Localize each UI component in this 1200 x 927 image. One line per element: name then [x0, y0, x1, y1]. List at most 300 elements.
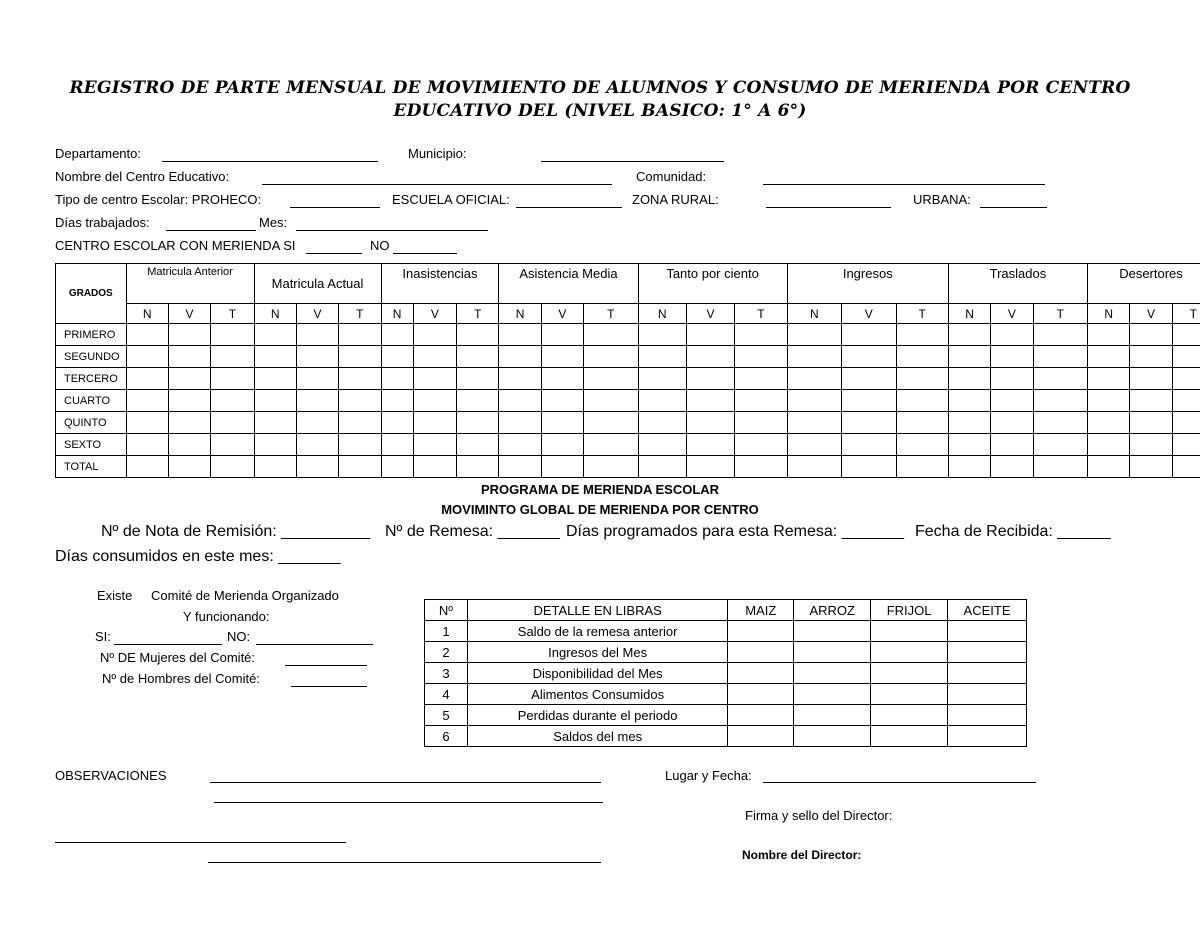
grade-cell[interactable]	[896, 456, 948, 478]
subheader-t: T	[735, 304, 787, 324]
subheader-v: V	[991, 304, 1033, 324]
grade-cell[interactable]	[211, 346, 254, 368]
grade-cell[interactable]	[541, 346, 583, 368]
grade-cell[interactable]	[787, 390, 841, 412]
food-row	[425, 684, 1027, 705]
group-matricula-anterior: Matricula Anterior	[126, 264, 254, 304]
proheco-field[interactable]	[290, 207, 380, 208]
grade-cell[interactable]	[735, 434, 787, 456]
centro-label: Nombre del Centro Educativo:	[55, 169, 230, 184]
food-value-cell[interactable]	[948, 621, 1027, 642]
grade-cell[interactable]	[735, 390, 787, 412]
grade-cell[interactable]	[735, 368, 787, 390]
subheader-n: N	[126, 304, 168, 324]
mujeres-label: Nº DE Mujeres del Comité:	[100, 650, 256, 665]
grade-cell[interactable]	[413, 456, 456, 478]
food-value-cell[interactable]	[948, 684, 1027, 705]
food-value-cell[interactable]	[728, 684, 794, 705]
grade-label: TERCERO	[56, 368, 127, 390]
grade-cell[interactable]	[584, 346, 638, 368]
food-value-cell[interactable]	[728, 705, 794, 726]
grade-cell[interactable]	[1172, 456, 1200, 478]
mes-label: Mes:	[259, 215, 288, 230]
document-title-line-2: EDUCATIVO DEL (NIVEL BASICO: 1° A 6°)	[393, 101, 807, 121]
grade-cell[interactable]	[787, 368, 841, 390]
grade-cell[interactable]	[254, 346, 296, 368]
food-value-cell[interactable]	[794, 726, 871, 747]
grade-cell[interactable]	[1087, 434, 1129, 456]
grade-cell[interactable]	[1172, 346, 1200, 368]
subheader-t: T	[211, 304, 254, 324]
grade-cell[interactable]	[413, 412, 456, 434]
comite-si-label: SI:	[95, 629, 111, 644]
food-header-cell: Nº	[425, 600, 468, 621]
subheader-n: N	[638, 304, 686, 324]
program-subheading: MOVIMINTO GLOBAL DE MERIENDA POR CENTRO	[441, 502, 759, 517]
grade-cell[interactable]	[211, 412, 254, 434]
nota-remision[interactable]: Nº de Nota de Remisión: __________	[101, 523, 371, 540]
grade-cell[interactable]	[211, 434, 254, 456]
grade-cell[interactable]	[254, 456, 296, 478]
grade-cell[interactable]	[126, 346, 168, 368]
food-value-cell[interactable]	[948, 642, 1027, 663]
grade-cell[interactable]	[339, 368, 381, 390]
food-header-cell: ACEITE	[948, 600, 1027, 621]
grade-cell[interactable]	[211, 324, 254, 346]
grades-table	[55, 263, 1200, 478]
mujeres-field[interactable]	[285, 665, 367, 666]
hombres-label: Nº de Hombres del Comité:	[102, 671, 260, 686]
grade-cell[interactable]	[499, 346, 541, 368]
grade-cell[interactable]	[686, 368, 734, 390]
grade-cell[interactable]	[381, 346, 413, 368]
subheader-n: N	[381, 304, 413, 324]
grade-cell[interactable]	[1130, 346, 1172, 368]
grade-cell[interactable]	[991, 456, 1033, 478]
merienda-no-label: NO	[370, 238, 390, 253]
subheader-t: T	[339, 304, 381, 324]
observaciones-line-2[interactable]	[214, 802, 603, 803]
food-value-cell[interactable]	[948, 705, 1027, 726]
departamento-field[interactable]	[162, 161, 378, 162]
grade-cell[interactable]	[541, 390, 583, 412]
grade-cell[interactable]	[1087, 412, 1129, 434]
observaciones-line-1[interactable]	[210, 782, 601, 783]
grade-cell[interactable]	[991, 346, 1033, 368]
grade-row	[56, 368, 1200, 390]
hombres-field[interactable]	[291, 686, 367, 687]
grade-cell[interactable]	[254, 434, 296, 456]
grade-cell[interactable]	[296, 368, 338, 390]
grade-cell[interactable]	[1130, 324, 1172, 346]
grade-cell[interactable]	[842, 412, 896, 434]
grade-cell[interactable]	[896, 390, 948, 412]
food-row-detail: Alimentos Consumidos	[467, 684, 727, 705]
grade-cell[interactable]	[1033, 434, 1087, 456]
grade-cell[interactable]	[638, 368, 686, 390]
grade-cell[interactable]	[1172, 368, 1200, 390]
subheader-v: V	[296, 304, 338, 324]
grade-cell[interactable]	[1033, 390, 1087, 412]
grade-cell[interactable]	[339, 324, 381, 346]
centro-field[interactable]	[262, 184, 612, 185]
food-row-number: 1	[425, 621, 468, 642]
food-value-cell[interactable]	[728, 726, 794, 747]
grade-cell[interactable]	[254, 390, 296, 412]
grade-cell[interactable]	[1172, 390, 1200, 412]
program-heading: PROGRAMA DE MERIENDA ESCOLAR	[480, 482, 720, 497]
grade-cell[interactable]	[381, 368, 413, 390]
grade-cell[interactable]	[842, 434, 896, 456]
grade-cell[interactable]	[787, 434, 841, 456]
grade-cell[interactable]	[842, 324, 896, 346]
grade-cell[interactable]	[413, 390, 456, 412]
grade-cell[interactable]	[735, 346, 787, 368]
grade-cell[interactable]	[948, 390, 990, 412]
food-value-cell[interactable]	[794, 642, 871, 663]
funcionando-label: Y funcionando:	[183, 609, 270, 624]
grade-cell[interactable]	[991, 324, 1033, 346]
food-row-detail: Saldos del mes	[467, 726, 727, 747]
grade-cell[interactable]	[499, 368, 541, 390]
urbana-field[interactable]	[980, 207, 1047, 208]
grade-cell[interactable]	[413, 346, 456, 368]
food-row	[425, 663, 1027, 684]
grade-cell[interactable]	[896, 412, 948, 434]
zona-rural-label: ZONA RURAL:	[632, 192, 719, 207]
subheader-t: T	[584, 304, 638, 324]
grade-label: PRIMERO	[56, 324, 127, 346]
grade-cell[interactable]	[499, 324, 541, 346]
numero-remesa[interactable]: Nº de Remesa: _______	[385, 523, 560, 540]
grade-cell[interactable]	[541, 368, 583, 390]
grade-cell[interactable]	[211, 390, 254, 412]
grade-cell[interactable]	[1130, 390, 1172, 412]
grade-cell[interactable]	[1130, 368, 1172, 390]
grade-cell[interactable]	[686, 434, 734, 456]
grade-cell[interactable]	[1130, 412, 1172, 434]
grade-cell[interactable]	[584, 434, 638, 456]
food-row-number: 2	[425, 642, 468, 663]
grade-cell[interactable]	[638, 434, 686, 456]
grade-cell[interactable]	[686, 456, 734, 478]
subheader-t: T	[896, 304, 948, 324]
grade-cell[interactable]	[541, 412, 583, 434]
escuela-oficial-field[interactable]	[516, 207, 622, 208]
grade-cell[interactable]	[339, 434, 381, 456]
grade-cell[interactable]	[296, 324, 338, 346]
grade-cell[interactable]	[457, 434, 499, 456]
food-value-cell[interactable]	[871, 621, 948, 642]
grade-cell[interactable]	[638, 412, 686, 434]
grade-cell[interactable]	[948, 368, 990, 390]
food-value-cell[interactable]	[948, 726, 1027, 747]
food-value-cell[interactable]	[794, 684, 871, 705]
grade-cell[interactable]	[735, 324, 787, 346]
grade-cell[interactable]	[735, 456, 787, 478]
grade-cell[interactable]	[168, 390, 210, 412]
comite-no-field[interactable]	[256, 644, 373, 645]
grade-cell[interactable]	[126, 324, 168, 346]
lugar-fecha-field[interactable]	[763, 782, 1036, 783]
group-tanto-por-ciento: Tanto por ciento	[638, 264, 787, 304]
grade-cell[interactable]	[457, 412, 499, 434]
firma-label: Firma y sello del Director:	[745, 808, 893, 823]
dias-consumidos[interactable]: Días consumidos en este mes: _______	[55, 548, 341, 565]
grade-cell[interactable]	[457, 456, 499, 478]
food-row	[425, 621, 1027, 642]
food-value-cell[interactable]	[794, 663, 871, 684]
grade-cell[interactable]	[686, 390, 734, 412]
grade-label: SEGUNDO	[56, 346, 127, 368]
grade-cell[interactable]	[499, 456, 541, 478]
observaciones-label: OBSERVACIONES	[55, 768, 167, 783]
grade-row	[56, 456, 1200, 478]
group-desertores: Desertores	[1087, 264, 1200, 304]
food-value-cell[interactable]	[871, 642, 948, 663]
grade-cell[interactable]	[339, 390, 381, 412]
grade-cell[interactable]	[457, 324, 499, 346]
grade-cell[interactable]	[948, 346, 990, 368]
grade-cell[interactable]	[339, 346, 381, 368]
grade-cell[interactable]	[896, 368, 948, 390]
grade-cell[interactable]	[457, 368, 499, 390]
grade-cell[interactable]	[584, 456, 638, 478]
grade-cell[interactable]	[541, 456, 583, 478]
food-value-cell[interactable]	[871, 705, 948, 726]
subheader-n: N	[1087, 304, 1129, 324]
food-row-detail: Saldo de la remesa anterior	[467, 621, 727, 642]
grade-cell[interactable]	[339, 412, 381, 434]
existe-label: Existe	[97, 588, 133, 603]
grade-row	[56, 412, 1200, 434]
grade-cell[interactable]	[126, 390, 168, 412]
grade-cell[interactable]	[1172, 324, 1200, 346]
grade-cell[interactable]	[638, 456, 686, 478]
grade-cell[interactable]	[1087, 390, 1129, 412]
food-value-cell[interactable]	[794, 705, 871, 726]
food-value-cell[interactable]	[871, 663, 948, 684]
comite-si-field[interactable]	[114, 644, 222, 645]
grade-cell[interactable]	[584, 324, 638, 346]
food-value-cell[interactable]	[794, 621, 871, 642]
grade-cell[interactable]	[584, 368, 638, 390]
municipio-label: Municipio:	[408, 146, 467, 161]
grade-cell[interactable]	[1172, 434, 1200, 456]
grade-cell[interactable]	[381, 456, 413, 478]
grade-cell[interactable]	[254, 324, 296, 346]
subheader-v: V	[1130, 304, 1172, 324]
nombre-director-label: Nombre del Director:	[742, 848, 862, 862]
comunidad-label: Comunidad:	[636, 169, 707, 184]
grade-cell[interactable]	[1087, 368, 1129, 390]
grade-cell[interactable]	[1033, 324, 1087, 346]
grade-cell[interactable]	[168, 324, 210, 346]
merienda-si-field[interactable]	[306, 253, 362, 254]
grade-cell[interactable]	[896, 324, 948, 346]
document-title-line-1: REGISTRO DE PARTE MENSUAL DE MOVIMIENTO DE ALUMNOS Y CONSUMO DE MERIENDA POR CENTRO	[69, 78, 1131, 98]
grade-cell[interactable]	[499, 434, 541, 456]
grade-cell[interactable]	[413, 434, 456, 456]
grade-cell[interactable]	[1172, 412, 1200, 434]
tipo-centro-label: Tipo de centro Escolar: PROHECO:	[55, 192, 262, 207]
municipio-field[interactable]	[541, 161, 724, 162]
grade-cell[interactable]	[168, 456, 210, 478]
grade-cell[interactable]	[381, 390, 413, 412]
grade-cell[interactable]	[168, 412, 210, 434]
grade-cell[interactable]	[168, 434, 210, 456]
grade-cell[interactable]	[126, 456, 168, 478]
grade-label: QUINTO	[56, 412, 127, 434]
food-header-cell: DETALLE EN LIBRAS	[467, 600, 727, 621]
grade-cell[interactable]	[948, 456, 990, 478]
merienda-no-field[interactable]	[393, 253, 457, 254]
food-row-number: 4	[425, 684, 468, 705]
grade-cell[interactable]	[168, 346, 210, 368]
departamento-label: Departamento:	[55, 146, 141, 161]
food-value-cell[interactable]	[948, 663, 1027, 684]
grade-cell[interactable]	[638, 346, 686, 368]
dias-programados[interactable]: Días programados para esta Remesa: _______	[566, 523, 904, 540]
grade-cell[interactable]	[638, 390, 686, 412]
subheader-row	[56, 304, 1200, 324]
grade-cell[interactable]	[584, 412, 638, 434]
grade-cell[interactable]	[686, 412, 734, 434]
food-row-number: 5	[425, 705, 468, 726]
grade-cell[interactable]	[584, 390, 638, 412]
grade-cell[interactable]	[1130, 456, 1172, 478]
grade-cell[interactable]	[381, 412, 413, 434]
comite-label: Comité de Merienda Organizado	[151, 588, 339, 603]
grade-cell[interactable]	[457, 346, 499, 368]
grade-cell[interactable]	[1087, 324, 1129, 346]
grade-row	[56, 324, 1200, 346]
subheader-n: N	[787, 304, 841, 324]
grade-cell[interactable]	[499, 412, 541, 434]
grade-cell[interactable]	[457, 390, 499, 412]
food-table-body	[425, 600, 1027, 747]
group-inasistencias: Inasistencias	[381, 264, 499, 304]
grade-cell[interactable]	[211, 456, 254, 478]
grade-cell[interactable]	[1033, 368, 1087, 390]
group-ingresos: Ingresos	[787, 264, 948, 304]
grade-cell[interactable]	[296, 346, 338, 368]
grade-cell[interactable]	[948, 412, 990, 434]
grade-cell[interactable]	[842, 390, 896, 412]
observaciones-line-4[interactable]	[208, 862, 601, 863]
grade-cell[interactable]	[296, 456, 338, 478]
grade-cell[interactable]	[254, 368, 296, 390]
merienda-si-label: CENTRO ESCOLAR CON MERIENDA SI	[55, 238, 296, 253]
grade-cell[interactable]	[1033, 456, 1087, 478]
dias-trabajados-field[interactable]	[166, 230, 256, 231]
grade-cell[interactable]	[541, 434, 583, 456]
grade-cell[interactable]	[499, 390, 541, 412]
grade-cell[interactable]	[1087, 346, 1129, 368]
grade-cell[interactable]	[787, 346, 841, 368]
observaciones-line-3[interactable]	[55, 842, 346, 843]
grade-cell[interactable]	[1033, 346, 1087, 368]
group-traslados: Traslados	[948, 264, 1087, 304]
food-value-cell[interactable]	[871, 684, 948, 705]
fecha-recibida[interactable]: Fecha de Recibida: ______	[915, 523, 1111, 540]
grade-cell[interactable]	[126, 434, 168, 456]
grade-cell[interactable]	[413, 368, 456, 390]
food-row-detail: Disponibilidad del Mes	[467, 663, 727, 684]
food-value-cell[interactable]	[728, 663, 794, 684]
food-header-row	[425, 600, 1027, 621]
grade-cell[interactable]	[896, 346, 948, 368]
grade-cell[interactable]	[686, 346, 734, 368]
grade-cell[interactable]	[339, 456, 381, 478]
grade-cell[interactable]	[991, 434, 1033, 456]
food-row-detail: Perdidas durante el periodo	[467, 705, 727, 726]
grade-cell[interactable]	[541, 324, 583, 346]
grade-cell[interactable]	[638, 324, 686, 346]
subheader-v: V	[413, 304, 456, 324]
grade-label: CUARTO	[56, 390, 127, 412]
mes-field[interactable]	[296, 230, 488, 231]
grade-cell[interactable]	[686, 324, 734, 346]
subheader-v: V	[168, 304, 210, 324]
grade-row	[56, 434, 1200, 456]
food-header-cell: ARROZ	[794, 600, 871, 621]
food-value-cell[interactable]	[728, 621, 794, 642]
grade-cell[interactable]	[991, 390, 1033, 412]
subheader-v: V	[686, 304, 734, 324]
food-row	[425, 726, 1027, 747]
grade-cell[interactable]	[948, 434, 990, 456]
food-row-number: 6	[425, 726, 468, 747]
grade-cell[interactable]	[254, 412, 296, 434]
lugar-fecha-label: Lugar y Fecha:	[665, 768, 752, 783]
grade-cell[interactable]	[991, 412, 1033, 434]
grade-cell[interactable]	[168, 368, 210, 390]
grade-cell[interactable]	[991, 368, 1033, 390]
grade-cell[interactable]	[126, 412, 168, 434]
grade-cell[interactable]	[787, 456, 841, 478]
food-value-cell[interactable]	[871, 726, 948, 747]
food-header-cell: FRIJOL	[871, 600, 948, 621]
grade-cell[interactable]	[126, 368, 168, 390]
zona-rural-field[interactable]	[766, 207, 891, 208]
comunidad-field[interactable]	[763, 184, 1045, 185]
grade-cell[interactable]	[787, 324, 841, 346]
grade-cell[interactable]	[735, 412, 787, 434]
grade-cell[interactable]	[381, 324, 413, 346]
grade-cell[interactable]	[1130, 434, 1172, 456]
grade-cell[interactable]	[842, 368, 896, 390]
grade-cell[interactable]	[413, 324, 456, 346]
grade-cell[interactable]	[211, 368, 254, 390]
grade-cell[interactable]	[787, 412, 841, 434]
grade-cell[interactable]	[842, 456, 896, 478]
food-value-cell[interactable]	[728, 642, 794, 663]
grade-cell[interactable]	[296, 434, 338, 456]
food-row-number: 3	[425, 663, 468, 684]
grade-cell[interactable]	[1087, 456, 1129, 478]
grade-cell[interactable]	[842, 346, 896, 368]
grade-label: SEXTO	[56, 434, 127, 456]
grade-cell[interactable]	[948, 324, 990, 346]
grade-cell[interactable]	[896, 434, 948, 456]
grade-cell[interactable]	[1033, 412, 1087, 434]
dias-trabajados-label: Días trabajados:	[55, 215, 150, 230]
grade-cell[interactable]	[296, 412, 338, 434]
grade-cell[interactable]	[296, 390, 338, 412]
escuela-oficial-label: ESCUELA OFICIAL:	[392, 192, 510, 207]
grade-cell[interactable]	[381, 434, 413, 456]
